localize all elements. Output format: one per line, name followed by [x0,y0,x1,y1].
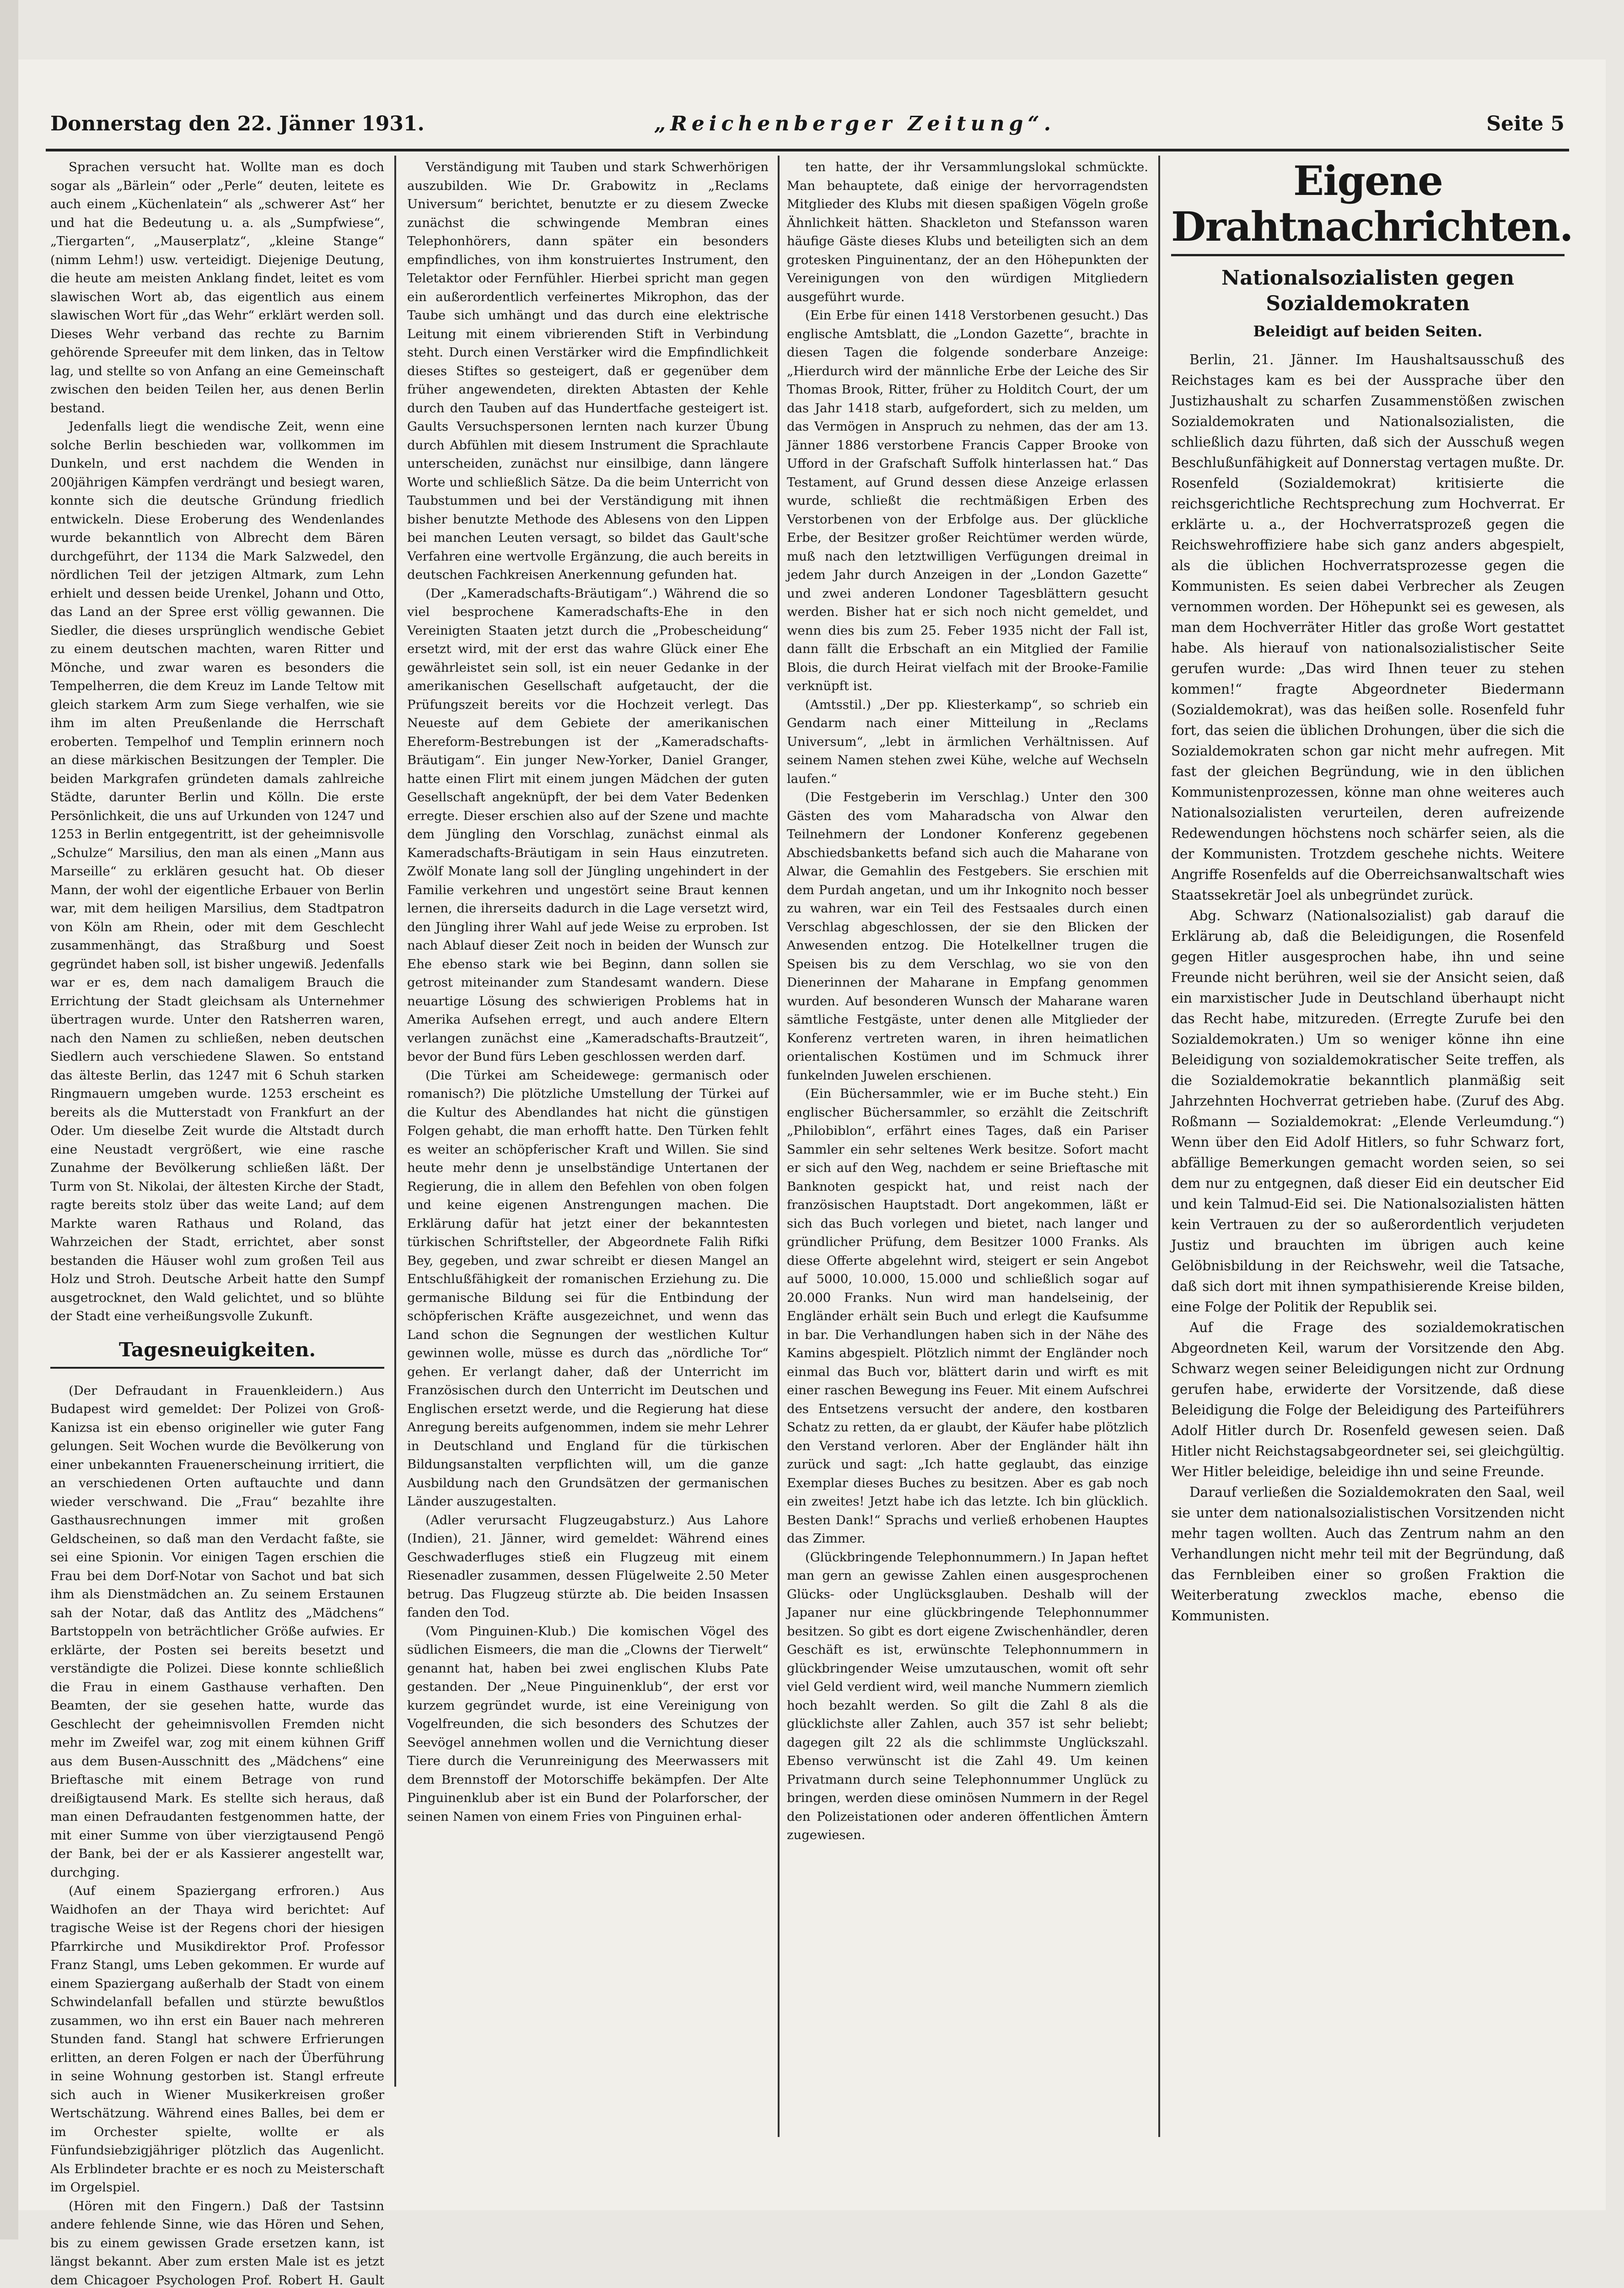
news-item-pinguinen-continued: ten hatte, der ihr Versammlungslokal schmückte. Man behauptete, daß einige der hervorragendsten Mitglieder des Klubs mit diesen spaßigen Vögeln große Ähnlichkeit hätten. Shackleton und Stefansson waren häufige Gäste dieses Klubs und beteiligten sich an dem grotesken Pinguinentanz, der an den Höhepunkten der Vereinigungen von den würdigen Mitgliedern ausgeführt wurde. [787,158,1148,306]
news-item-adler: (Adler verursacht Flugzeugabsturz.) Aus Lahore (Indien), 21. Jänner, wird gemeldet: Während eines Geschwaderfluges stieß ein Flugzeug mit einem Riesenadler zusammen, dessen Flügelweite 2.50 Meter betrug. Das Flugzeug stürzte ab. Die beiden Insassen fanden den Tod. [407,1511,769,1622]
news-item-tuerkei: (Die Türkei am Scheidewege: germanisch oder romanisch?) Die plötzliche Umstellung der Türkei auf die Kultur des Abendlandes hat nicht die günstigen Folgen gehabt, die man erhofft hatte. Den Türken fehlt es weiter an schöpferischer Kraft und Willen. Sie sind heute mehr denn je unselbständige Untertanen der Regierung, die in allem den Befehlen von oben folgen und keine eigenen Anstrengungen machen. Die Erklärung dafür hat jetzt einer der bekanntesten türkischen Schriftsteller, der Abgeordnete Falih Rifki Bey, gegeben, und zwar schreibt er diesen Mangel an Entschlußfähigkeit der romanischen Erziehung zu. Die germanische Bildung sei für die Entbindung der schöpferischen Kräfte ausgezeichnet, und wenn das Land schon die Segnungen der westlichen Kultur gewinnen wolle, müsse es durch das „nördliche Tor“ gehen. Er verlangt daher, daß der Unterricht im Französischen durch den Unterricht im Deutschen und Englischen ersetzt werde, und die Regierung hat diese Anregung bereits aufgenommen, indem sie mehr Lehrer in Deutschland und England für die türkischen Bildungsanstalten verpflichten will, um die ganze Ausbildung nach den Grundsätzen der germanischen Länder auszugestalten. [407,1066,769,1511]
issue-date: Donnerstag den 22. Jänner 1931. [50,112,425,135]
news-item-festgeberin: (Die Festgeberin im Verschlag.) Unter den 300 Gästen des vom Maharadscha von Alwar den Teilnehmern der Londoner Konferenz gegebenen Abschiedsbanketts befand sich auch die Maharane von Alwar, die Gemahlin des Festgebers. Sie erschien mit dem Purdah angetan, und um ihr Inkognito noch besser zu wahren, war ein Teil des Festsaales durch einen Verschlag abgeschlossen, der sie den Blicken der Anwesenden entzog. Die Hotelkellner trugen die Speisen bis zu dem Verschlag, wo sie von den Dienerinnen der Maharane in Empfang genommen wurden. Auf besonderen Wunsch der Maharane waren sämtliche Festgäste, unter denen alle Mitglieder der Konferenz vertreten waren, in ihren heimatlichen orientalischen Kostümen und im Schmuck ihrer funkelnden Juwelen erschienen. [787,788,1148,1085]
column-1 [50,158,384,2089]
article-headline: Nationalsozialisten gegen Sozialdemokraten [1171,265,1565,317]
news-item-buechersammler: (Ein Büchersammler, wie er im Buche steht.) Ein englischer Büchersammler, so erzählt die Zeitschrift „Philobiblon“, erfährt eines Tages, daß ein Pariser Sammler ein sehr seltenes Werk besitze. Sofort macht er sich auf den Weg, nachdem er seine Brieftasche mit Banknoten gespickt hat, und reist nach der französischen Hauptstadt. Dort angekommen, läßt er sich das Buch vorlegen und bietet, nach langer und gründlicher Prüfung, dem Besitzer 1000 Franks. Als diese Offerte abgelehnt wird, steigert er sein Angebot auf 5000, 10.000, 15.000 und schließlich sogar auf 20.000 Franks. Nun wird man handelseinig, der Engländer erhält sein Buch und erlegt die Kaufsumme in bar. Die Verhandlungen haben sich in der Nähe des Kamins abgespielt. Plötzlich nimmt der Engländer noch einmal das Buch vor, blättert darin und wirft es mit einer raschen Bewegung ins Feuer. Mit einem Aufschrei des Entsetzens versucht der andere, den kostbaren Schatz zu retten, da er glaubt, der Käufer habe plötzlich den Verstand verloren. Aber der Engländer hält ihn zurück und sagt: „Ich hatte geglaubt, das einzige Exemplar dieses Buches zu besitzen. Aber es gab noch ein zweites! Jetzt habe ich das letzte. Ich bin glücklich. Besten Dank!“ Sprachs und verließ erhobenen Hauptes das Zimmer. [787,1085,1148,1548]
news-item-hoeren-continued: Verständigung mit Tauben und stark Schwerhörigen auszubilden. Wie Dr. Grabowitz in „Reclams Universum“ berichtet, benutzte er zu diesem Zwecke zunächst die schwingende Membran eines Telephonhörers, dann später ein besonders empfindliches, von ihm konstruiertes Instrument, den Teletaktor oder Fernfühler. Hierbei spricht man gegen ein außerordentlich verfeinertes Mikrophon, das der Taube sich umhängt und das durch eine elektrische Leitung mit einem vibrierenden Stift in Verbindung steht. Durch einen Verstärker wird die Empfindlichkeit dieses Stiftes so gesteigert, daß er gegenüber dem früher angewendeten, direkten Abtasten der Kehle durch den Tauben auf das Hundertfache gesteigert ist. Gaults Versuchspersonen lernten nach kurzer Übung durch Abfühlen mit diesem Instrument die Sprachlaute unterscheiden, zunächst nur einsilbige, dann längere Worte und schließlich Sätze. Da die beim Unterricht von Taubstummen und bei der Verständigung mit ihnen bisher benutzte Methode des Ablesens von den Lippen bei manchen Leuten versagt, so bildet das Gault'sche Verfahren eine wertvolle Ergänzung, die auch bereits in deutschen Fachkreisen Anerkennung gefunden hat. [407,158,769,584]
scan-edge [0,0,18,2239]
news-item-kameradschafts-braeutigam: (Der „Kameradschafts-Bräutigam“.) Während die so viel besprochene Kameradschafts-Ehe in den Vereinigten Staaten jetzt durch die „Probescheidung“ ersetzt wird, mit der erst das wahre Glück einer Ehe gewährleistet sein soll, ist ein neuer Gedanke in der amerikanischen Gesellschaft aufgetaucht, der die Prüfungszeit bereits vor die Hochzeit verlegt. Das Neueste auf dem Gebiete der amerikanischen Ehereform-Bestrebungen ist der „Kameradschafts-Bräutigam“. Ein junger New-Yorker, Daniel Granger, hatte einen Flirt mit einem jungen Mädchen der guten Gesellschaft angeknüpft, der bei dem Vater Bedenken erregte. Dieser erschien also auf der Szene und machte dem Jüngling den Vorschlag, zunächst einmal als Kameradschafts-Bräutigam in sein Haus einzutreten. Zwölf Monate lang soll der Jüngling ungehindert in der Familie verkehren und ungestört seine Braut kennen lernen, die ihrerseits dadurch in die Lage versetzt wird, den Jüngling ihrer Wahl auf jede Weise zu erproben. Ist nach Ablauf dieser Zeit noch in beiden der Wunsch zur Ehe ebenso stark wie bei Beginn, dann sollen sie getrost miteinander zum Standesamt wandern. Diese neuartige Lösung des schwierigen Problems hat in Amerika Aufsehen erregt, und auch andere Eltern verlangen zunächst eine „Kameradschafts-Brautzeit“, bevor der Bund fürs Leben geschlossen werden darf. [407,584,769,1066]
section-title-tagesneuigkeiten: Tagesneuigkeiten. [50,1338,384,1369]
news-item-hoeren-mit-fingern: (Hören mit den Fingern.) Daß der Tastsinn andere fehlende Sinne, wie das Hören und Sehen, bis zu einem gewissen Grade ersetzen kann, ist längst bekannt. Aber zum ersten Male ist es jetzt dem Chicagoer Psychologen Prof. Robert H. Gault [50,2197,384,2288]
column-3 [787,158,1148,2139]
section-banner-drahtnachrichten: Eigene Drahtnachrichten. [1171,158,1565,256]
news-item-telephonnummern: (Glückbringende Telephonnummern.) In Japan heftet man gern an gewisse Zahlen einen ausgesprochenen Glücks- oder Unglücksglauben. Deshalb will der Japaner nur eine glückbringende Telephonnummer besitzen. So gibt es dort eigene Zwischenhändler, deren Geschäft es ist, erwünschte Telephonnummern in glückbringender Weise umzutauschen, womit oft sehr viel Geld verdient wird, weil manche Nummern ziemlich hoch bezahlt werden. So gilt die Zahl 8 als die glücklichste aller Zahlen, auch 357 ist sehr beliebt; dagegen gilt 22 als die schlimmste Unglückszahl. Ebenso verwünscht ist die Zahl 49. Um keinen Privatmann durch seine Telephonnummer Unglück zu bringen, werden diese ominösen Nummern in der Regel den Polizeistationen oder anderen öffentlichen Ämtern zugewiesen. [787,1548,1148,1845]
newspaper-name: „Reichenberger Zeitung“. [654,112,1055,135]
header-rule [46,149,1569,151]
article-paragraph-2: Abg. Schwarz (Nationalsozialist) gab darauf die Erklärung ab, daß die Beleidigungen, die Rosenfeld gegen Hitler ausgesprochen habe, ihn und seine Freunde nicht berühren, weil sie der Ansicht seien, daß ein marxistischer Jude in Deutschland überhaupt nicht das Recht habe, mitzureden. (Erregte Zurufe bei den Sozialdemokraten.) Um so weniger könne ihn eine Beleidigung von sozialdemokratischer Seite treffen, als die Sozialdemokratie bekanntlich planmäßig seit Jahrzehnten Hochverrat getrieben habe. (Zuruf des Abg. Roßmann — Sozialdemokrat: „Elende Verleumdung.“) Wenn über den Eid Adolf Hitlers, so fuhr Schwarz fort, abfällige Bemerkungen gemacht worden seien, so sei dem nur zu entgegnen, daß dieser Eid ein deutscher Eid und kein Talmud-Eid sei. Die Nationalsozialisten hätten kein Vertrauen zu der so außerordentlich verjudeten Justiz und brauchten im übrigen auch keine Gelöbnisbildung in der Reichswehr, weil die Tatsache, daß sich dort mit ihnen sympathisierende Kreise bilden, eine Folge der Politik der Republik sei. [1171,906,1565,1317]
column-4 [1171,158,1565,2139]
article-paragraph-4: Darauf verließen die Sozialdemokraten den Saal, weil sie unter dem nationalsozialistischen Vorsitzenden nicht mehr tagen wollten. Auch das Zentrum nahm an den Verhandlungen nicht mehr teil mit der Begründung, daß das Fernbleiben einer so großen Fraktion die Weiterberatung zwecklos mache, ebenso die Kommunisten. [1171,1482,1565,1626]
column-rule-2 [778,156,780,2137]
page-number: Seite 5 [1486,112,1565,135]
article-paragraph-3: Auf die Frage des sozialdemokratischen Abgeordneten Keil, warum der Vorsitzende den Abg. Schwarz wegen seiner Beleidigungen nicht zur Ordnung gerufen habe, erwiderte der Vorsitzende, daß diese Beleidigung die Folge der Beleidigung des Parteiführers Adolf Hitler durch Dr. Rosenfeld gewesen seien. Daß Hitler nicht Reichstagsabgeordneter sei, sei gleichgültig. Wer Hitler beleidige, beleidige ihn und seine Freunde. [1171,1317,1565,1482]
news-item-defraudant: (Der Defraudant in Frauenkleidern.) Aus Budapest wird gemeldet: Der Polizei von Groß-Kanizsa ist ein ebenso origineller wie guter Fang gelungen. Seit Wochen wurde die Bevölkerung von einer unbekannten Frauenerscheinung irritiert, die an verschiedenen Orten auftauchte und dann wieder verschwand. Die „Frau“ bezahlte ihre Gasthausrechnungen immer mit großen Geldscheinen, so daß man den Verdacht faßte, sie sei eine Spionin. Vor einigen Tagen erschien die Frau bei dem Dorf-Notar von Sachot und bat sich ihm als Dienstmädchen an. Zu seinem Erstaunen sah der Notar, daß das Antlitz des „Mädchens“ Bartstoppeln von beträchtlicher Größe aufwies. Er erklärte, der Posten sei bereits besetzt und verständigte die Polizei. Diese konnte schließlich die Frau in einem Gasthause verhaften. Den Beamten, der sie gesehen hatte, wurde das Geschlecht der geheimnisvollen Fremden nicht mehr im Zweifel war, zog mit einem kühnen Griff aus dem Busen-Ausschnitt des „Mädchens“ eine Brieftasche mit einem Betrage von rund dreißigtausend Mark. Es stellte sich heraus, daß man einen Defraudanten festgenommen hatte, der mit einer Summe von über vierzigtausend Pengö der Bank, bei der er als Kassierer angestellt war, durchging. [50,1381,384,1882]
column-2 [407,158,769,2139]
news-item-erbe-gesucht: (Ein Erbe für einen 1418 Verstorbenen gesucht.) Das englische Amtsblatt, die „London Gazette“, brachte in diesen Tagen die folgende sonderbare Anzeige: „Hierdurch wird der männliche Erbe der Leiche des Sir Thomas Brook, Ritter, früher zu Holditch Court, der um das Jahr 1418 starb, aufgefordert, sich zu melden, um das Vermögen in Anspruch zu nehmen, das der am 13. Jänner 1886 verstorbene Francis Capper Brooke von Ufford in der Grafschaft Suffolk hinterlassen hat.“ Das Testament, auf Grund dessen diese Anzeige erlassen wurde, schließt die rechtmäßigen Erben des Verstorbenen von der Erbfolge aus. Der glückliche Erbe, der Besitzer großer Reichtümer werden würde, muß nach den letztwilligen Verfügungen dreimal in jedem Jahr durch Anzeigen in der „London Gazette“ und zwei anderen Londoner Tagesblättern gesucht werden. Bisher hat er sich noch nicht gemeldet, und wenn dies bis zum 25. Feber 1935 nicht der Fall ist, dann fällt die Erbschaft an ein Mitglied der Familie Blois, die durch Heirat vielfach mit der Brooke-Familie verknüpft ist. [787,306,1148,696]
article-berlin-history-end: Sprachen versucht hat. Wollte man es doch sogar als „Bärlein“ oder „Perle“ deuten, leitete es auch einem „Küchenlatein“ als „schwerer Ast“ her und hat die Bedeutung u. a. als „Sumpfwiese“, „Tiergarten“, „Mauserplatz“, „kleine Stange“ (nimm Lehm!) usw. verteidigt. Diejenige Deutung, die heute am meisten Anklang findet, leitet es vom slawischen Wort ab, das eigentlich aus einem slawischen Wort für „das Wehr“ erklärt werden soll. Dieses Wehr verband das rechte zu Barnim gehörende Spreeufer mit dem linken, das in Teltow lag, und stellte so von Anfang an eine Gemeinschaft zwischen den beiden Teilen her, aus denen Berlin bestand. [50,158,384,417]
column-rule-3 [1158,156,1160,2137]
running-head [50,108,1565,144]
article-paragraph-1: Berlin, 21. Jänner. Im Haushaltsausschuß des Reichstages kam es bei der Aussprache über den Justizhaushalt zu scharfen Zusammenstößen zwischen Sozialdemokraten und Nationalsozialisten, die schließlich dazu führten, daß sich der Ausschuß wegen Beschlußunfähigkeit auf Donnerstag vertagen mußte. Dr. Rosenfeld (Sozialdemokrat) kritisierte die reichsgerichtliche Rechtsprechung zum Hochverrat. Er erklärte u. a., der Hochverratsprozeß gegen die Reichswehroffiziere habe sich ganz anders abgespielt, als die üblichen Hochverratsprozesse gegen die Kommunisten. Es seien dabei Verbrecher als Zeugen vernommen worden. Der Höhepunkt sei es gewesen, als man dem Hochverräter Hitler das große Wort gestattet habe. Als hierauf von nationalsozialistischer Seite gerufen wurde: „Das wird Ihnen teuer zu stehen kommen!“ fragte Abgeordneter Biedermann (Sozialdemokrat), was das heißen solle. Rosenfeld fuhr fort, das seien die üblichen Drohungen, über die sich die Sozialdemokraten schon gar nicht mehr aufregen. Mit fast der gleichen Begründung, wie in den üblichen Kommunistenprozessen, könne man ohne weiteres auch Nationalsozialisten verurteilen, deren aufreizende Redewendungen höchstens noch schärfer seien, als die der Kommunisten. Trotzdem geschehe nichts. Weitere Angriffe Rosenfelds auf die Oberreichsanwaltschaft wies Staatssekretär Joel als unbegründet zurück. [1171,350,1565,906]
news-item-amtsstil: (Amtsstil.) „Der pp. Kliesterkamp“, so schrieb ein Gendarm nach einer Mitteilung in „Reclams Universum“, „lebt in ärmlichen Verhältnissen. Auf seinem Namen stehen zwei Kühe, welche auf Wechseln laufen.“ [787,696,1148,788]
news-item-spaziergang: (Auf einem Spaziergang erfroren.) Aus Waidhofen an der Thaya wird berichtet: Auf tragische Weise ist der Regens chori der hiesigen Pfarrkirche und Musikdirektor Prof. Professor Franz Stangl, ums Leben gekommen. Er wurde auf einem Spaziergang außerhalb der Stadt von einem Schwindelanfall befallen und stürzte bewußtlos zusammen, wo ihn erst ein Bauer nach mehreren Stunden fand. Stangl hat schwere Erfrierungen erlitten, an deren Folgen er nach der Überführung in seine Wohnung gestorben ist. Stangl erfreute sich auch in Wiener Musikerkreisen großer Wertschätzung. Während eines Balles, bei dem er im Orchester spielte, wollte er als Fünfundsiebzigjähriger plötzlich das Augenlicht. Als Erblindeter brachte er es noch zu Meisterschaft im Orgelspiel. [50,1882,384,2197]
column-rule-1 [394,156,396,2087]
article-subheadline: Beleidigt auf beiden Seiten. [1171,321,1565,341]
news-item-pinguinen-klub: (Vom Pinguinen-Klub.) Die komischen Vögel des südlichen Eismeers, die man die „Clowns der Tierwelt“ genannt hat, haben bei zwei englischen Klubs Pate gestanden. Der „Neue Pinguinenklub“, der erst vor kurzem gegründet wurde, ist eine Vereinigung von Vogelfreunden, die sich besonders des Schutzes der Seevögel annehmen wollen und die Vernichtung dieser Tiere durch die Verunreinigung des Meerwassers mit dem Brennstoff der Motorschiffe bekämpfen. Der Alte Pinguinenklub aber ist ein Bund der Polarforscher, der seinen Namen von einem Fries von Pinguinen erhal- [407,1622,769,1826]
article-berlin-history-paragraph: Jedenfalls liegt die wendische Zeit, wenn eine solche Berlin beschieden war, vollkommen im Dunkeln, und erst nachdem die Wenden in 200jährigen Kämpfen verdrängt und besiegt waren, konnte sich die deutsche Gründung friedlich entwickeln. Diese Eroberung des Wendenlandes wurde bekanntlich von Albrecht dem Bären durchgeführt, der 1134 die Mark Salzwedel, den nördlichen Teil der jetzigen Altmark, zum Lehn erhielt und dessen beide Urenkel, Johann und Otto, das Land an der Spree erst völlig gewannen. Die Siedler, die dieses ursprünglich wendische Gebiet zu einem deutschen machten, waren Ritter und Mönche, und zwar waren es besonders die Tempelherren, die dem Kreuz im Lande Teltow mit gleich starkem Arm zum Siege verhalfen, wie sie ihm im alten Preußenlande die Herrschaft eroberten. Tempelhof und Templin erinnern noch an diese märkischen Besitzungen der Templer. Die beiden Markgrafen gründeten damals zahlreiche Städte, darunter Berlin und Kölln. Die erste Persönlichkeit, die uns auf Urkunden von 1247 und 1253 in Berlin entgegentritt, ist der geheimnisvolle „Schulze“ Marsilius, den man als einen „Mann aus Marseille“ zu erklären gesucht hat. Ob dieser Mann, der wohl der eigentliche Erbauer von Berlin war, mit dem heiligen Marsilius, dem Stadtpatron von Köln am Rhein, oder mit dem Geschlecht zusammenhängt, das Straßburg und Soest gegründet haben soll, ist bisher ungewiß. Jedenfalls war er es, dem nach damaligem Brauch die Errichtung der Stadt gleichsam als Unternehmer übertragen wurde. Unter den Ratsherren waren, nach den Namen zu schließen, neben deutschen Siedlern auch verschiedene Slawen. So entstand das älteste Berlin, das 1247 mit 6 Schuh starken Ringmauern umgeben wurde. 1253 erscheint es bereits als die Mutterstadt von Frankfurt an der Oder. Um dieselbe Zeit wurde die Altstadt durch eine Neustadt vergrößert, wie eine rasche Zunahme der Bevölkerung schließen läßt. Der Turm von St. Nikolai, der ältesten Kirche der Stadt, ragte bereits stolz über das weite Land; auf dem Markte waren Rathaus und Roland, das Wahrzeichen der Stadt, errichtet, aber sonst bestanden die Häuser wohl zum großen Teil aus Holz und Stroh. Deutsche Arbeit hatte den Sumpf ausgetrocknet, den Wald gelichtet, und so blühte der Stadt eine verheißungsvolle Zukunft. [50,417,384,1326]
